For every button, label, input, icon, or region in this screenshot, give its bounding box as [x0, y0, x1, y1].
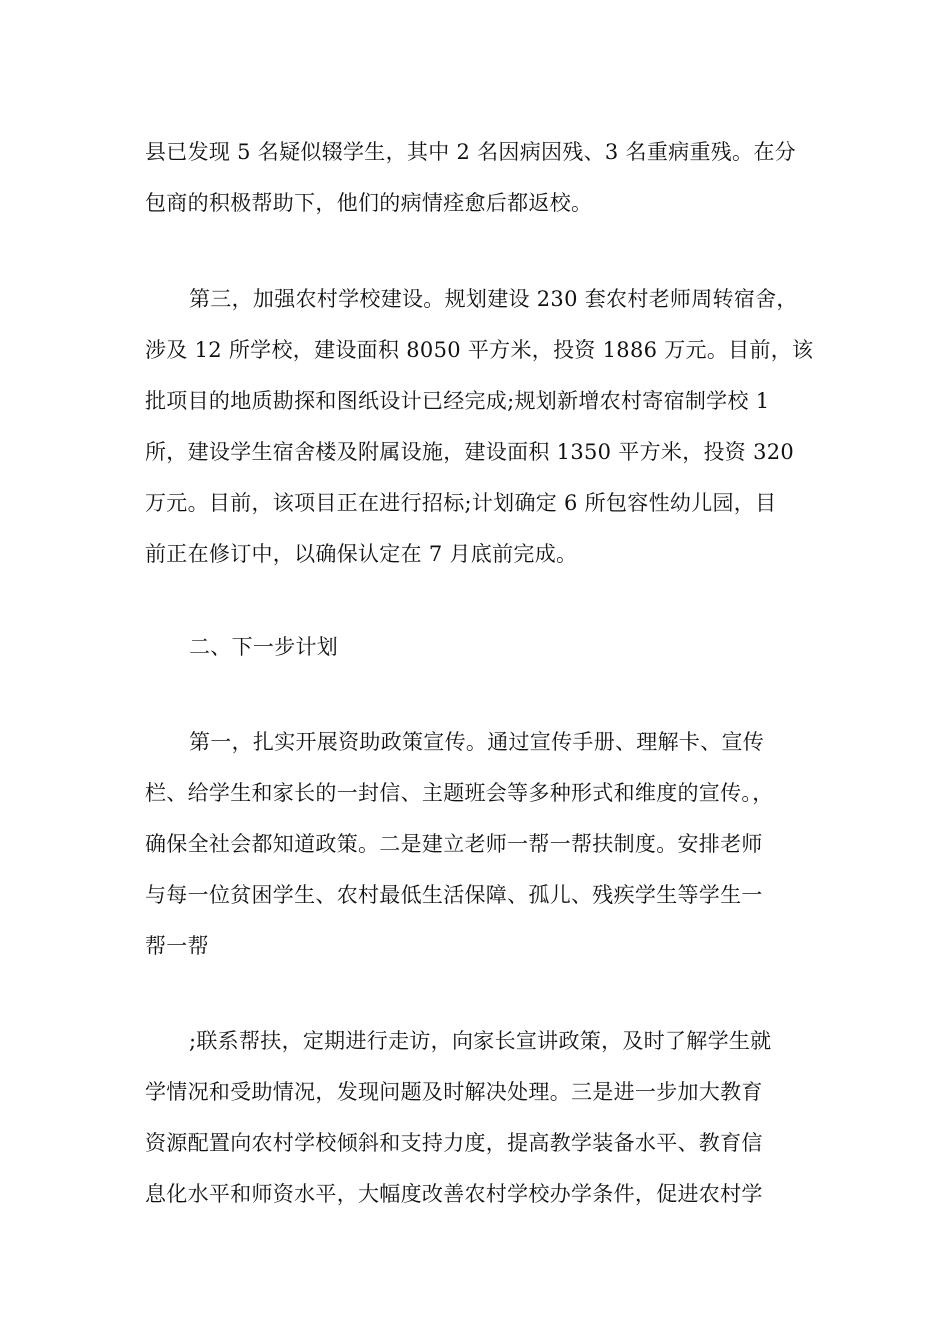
section-heading	[145, 622, 810, 673]
paragraph-dropout-students	[145, 127, 810, 229]
text-line: 栏、给学生和家长的一封信、主题班会等多种形式和维度的宣传。，	[145, 781, 774, 805]
text-line: 确保全社会都知道政策。二是建立老师一帮一帮扶制度。安排老师	[145, 832, 763, 856]
text-line: 息化水平和师资水平，大幅度改善农村学校办学条件，促进农村学	[145, 1182, 763, 1206]
text-line: 县已发现 5 名疑似辍学生，其中 2 名因病因残、3 名重病重残。在分	[145, 140, 796, 164]
text-line: 资源配置向农村学校倾斜和支持力度，提高教学装备水平、教育信	[145, 1131, 763, 1155]
text-line: 学情况和受助情况，发现问题及时解决处理。三是进一步加大教育	[145, 1080, 763, 1104]
text-line: ;联系帮扶，定期进行走访，向家长宣讲政策，及时了解学生就	[189, 1029, 772, 1053]
text-line: 包商的积极帮助下，他们的病情痊愈后都返校。	[145, 191, 593, 215]
text-line: 万元。目前，该项目正在进行招标;计划确定 6 所包容性幼儿园，目	[145, 491, 777, 515]
paragraph-contact-assistance	[145, 1016, 810, 1220]
paragraph-policy-publicity	[145, 717, 810, 972]
text-line: 与每一位贫困学生、农村最低生活保障、孤儿、残疾学生等学生一	[145, 883, 763, 907]
text-line: 前正在修订中，以确保认定在 7 月底前完成。	[145, 542, 578, 566]
paragraph-rural-school-construction	[145, 274, 814, 580]
text-line: 所，建设学生宿舍楼及附属设施，建设面积 1350 平方米，投资 320	[145, 440, 795, 464]
text-line: 第一，扎实开展资助政策宣传。通过宣传手册、理解卡、宣传	[189, 730, 765, 754]
text-line: 批项目的地质勘探和图纸设计已经完成;规划新增农村寄宿制学校 1	[145, 389, 770, 413]
text-line: 涉及 12 所学校，建设面积 8050 平方米，投资 1886 万元。目前，该	[145, 338, 814, 362]
text-line: 帮一帮	[145, 934, 209, 958]
text-line: 第三，加强农村学校建设。规划建设 230 套农村老师周转宿舍，	[189, 287, 798, 311]
heading-next-steps: 二、下一步计划	[189, 635, 339, 659]
